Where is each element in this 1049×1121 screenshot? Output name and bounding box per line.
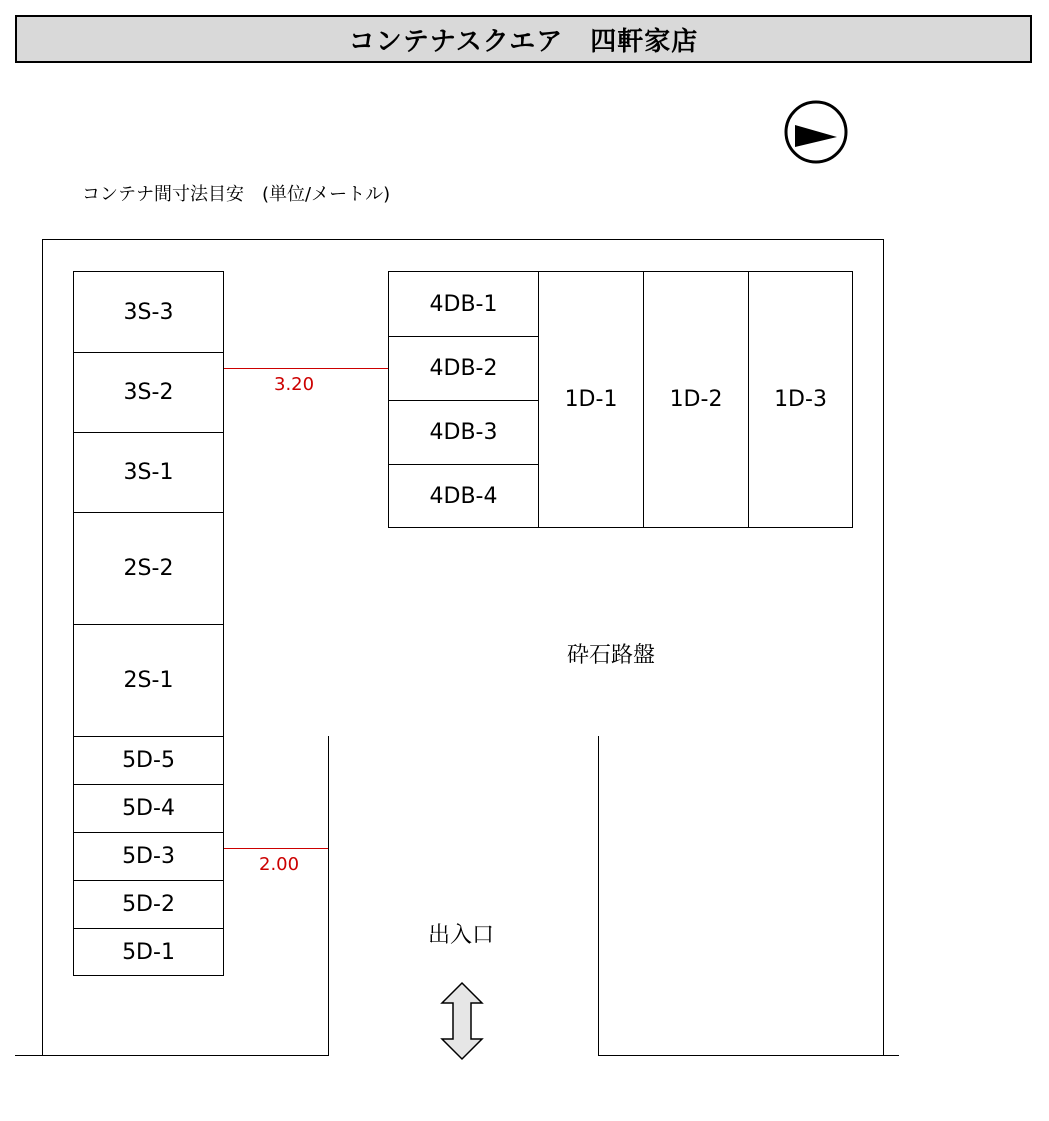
unit-label: 3S-3 bbox=[123, 299, 174, 325]
unit-label: 5D-1 bbox=[122, 939, 175, 965]
unit-3s-1[interactable] bbox=[73, 432, 224, 513]
dimension-line-top bbox=[224, 368, 388, 369]
unit-label: 4DB-4 bbox=[429, 483, 498, 509]
entrance-label: 出入口 bbox=[428, 923, 495, 948]
unit-1d-1[interactable] bbox=[538, 271, 644, 528]
unit-label: 1D-1 bbox=[564, 387, 618, 412]
unit-4db-2[interactable] bbox=[388, 336, 539, 401]
dimension-note: コンテナ間寸法目安 (単位/メートル) bbox=[82, 184, 391, 205]
dimension-label-top: 3.20 bbox=[274, 374, 315, 395]
dimension-label-bottom: 2.00 bbox=[259, 854, 300, 875]
unit-label: 4DB-3 bbox=[429, 420, 498, 445]
unit-3s-3[interactable] bbox=[73, 271, 224, 353]
unit-2s-1[interactable] bbox=[73, 624, 224, 737]
unit-5d-4[interactable] bbox=[73, 784, 224, 833]
site-left-edge bbox=[42, 239, 43, 1056]
unit-4db-1[interactable] bbox=[388, 271, 539, 337]
unit-label: 4DB-1 bbox=[429, 291, 498, 317]
unit-label: 2S-2 bbox=[123, 556, 174, 581]
unit-5d-3[interactable] bbox=[73, 832, 224, 881]
surface-label: 砕石路盤 bbox=[567, 643, 656, 668]
unit-label: 5D-2 bbox=[122, 892, 175, 917]
title-text: コンテナスクエア 四軒家店 bbox=[348, 26, 699, 57]
unit-3s-2[interactable] bbox=[73, 352, 224, 433]
site-right-edge bbox=[883, 239, 884, 1056]
unit-label: 1D-2 bbox=[669, 387, 723, 412]
site-bottom-left-edge bbox=[15, 1055, 329, 1056]
unit-5d-2[interactable] bbox=[73, 880, 224, 929]
site-bottom-right-edge bbox=[598, 1055, 899, 1056]
unit-label: 5D-4 bbox=[122, 796, 175, 821]
unit-label: 3S-2 bbox=[123, 380, 174, 405]
unit-label: 2S-1 bbox=[123, 668, 174, 693]
unit-label: 5D-3 bbox=[122, 844, 175, 869]
unit-2s-2[interactable] bbox=[73, 512, 224, 625]
unit-label: 3S-1 bbox=[123, 460, 174, 485]
unit-label: 1D-3 bbox=[774, 387, 827, 412]
unit-4db-3[interactable] bbox=[388, 400, 539, 465]
unit-1d-2[interactable] bbox=[643, 271, 749, 528]
page-title bbox=[15, 15, 1032, 63]
dimension-line-bottom bbox=[224, 848, 328, 849]
unit-5d-1[interactable] bbox=[73, 928, 224, 976]
site-top-edge bbox=[42, 239, 884, 240]
unit-5d-5[interactable] bbox=[73, 736, 224, 785]
north-arrow-icon bbox=[783, 99, 849, 165]
unit-label: 4DB-2 bbox=[429, 356, 498, 381]
unit-1d-3[interactable] bbox=[748, 271, 853, 528]
unit-label: 5D-5 bbox=[122, 748, 175, 773]
double-arrow-icon bbox=[440, 981, 484, 1061]
entrance-left-wall bbox=[328, 736, 329, 1056]
entrance-right-wall bbox=[598, 736, 599, 1056]
unit-4db-4[interactable] bbox=[388, 464, 539, 528]
